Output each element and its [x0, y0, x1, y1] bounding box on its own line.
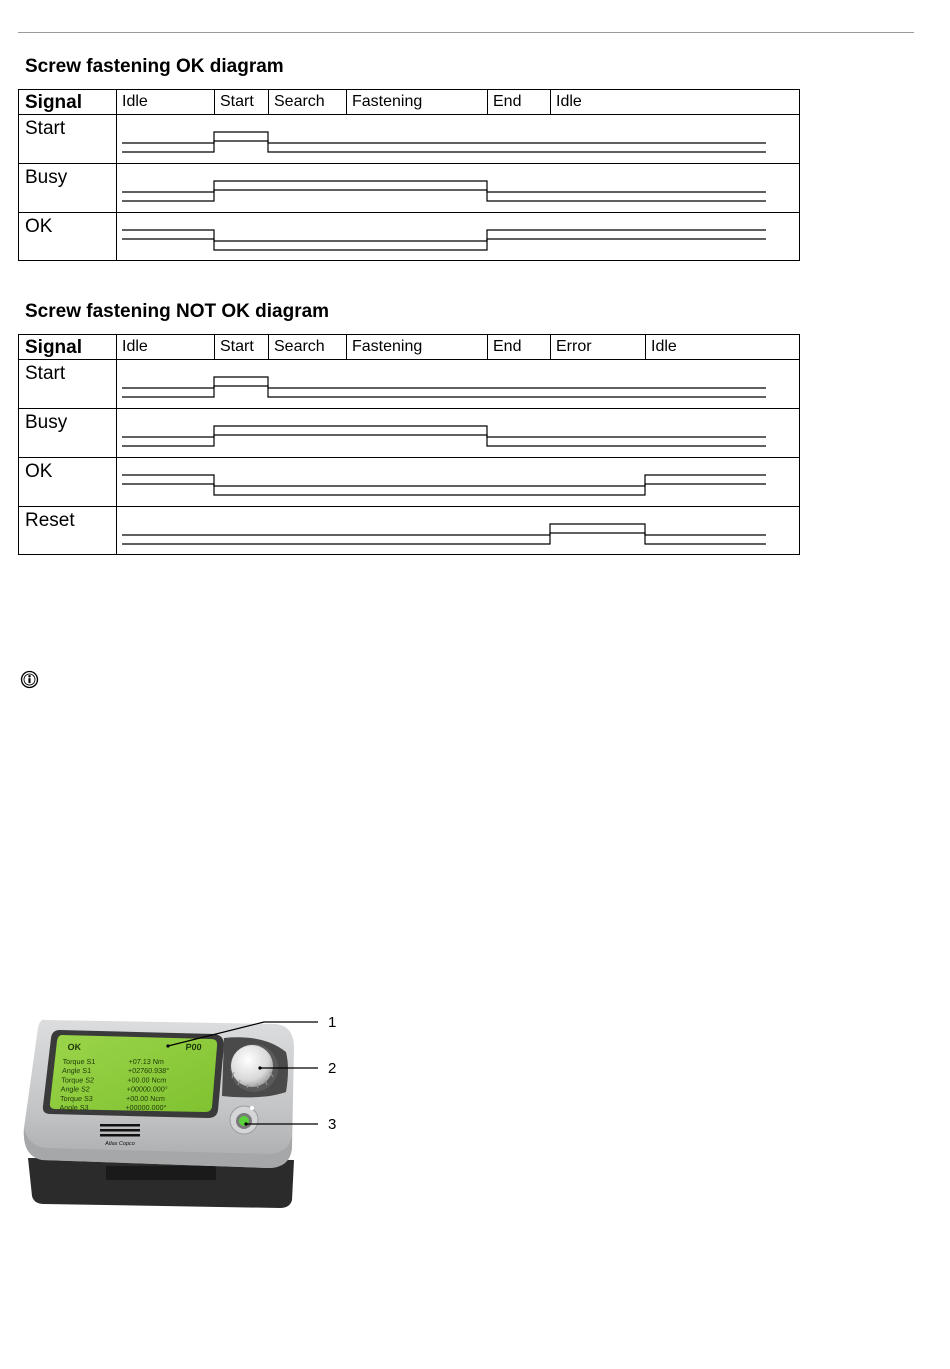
callout-number-3: 3	[328, 1116, 337, 1133]
timing-diagram-not-ok	[18, 334, 800, 555]
lcd-row-label: Torque S3	[59, 1093, 94, 1103]
phase-label-search: Search	[274, 93, 325, 110]
diagram-title-not-ok: Screw fastening NOT OK diagram	[25, 301, 330, 322]
callout-number-1: 1	[328, 1014, 337, 1031]
callout-dot-3	[244, 1122, 247, 1125]
lcd-row-value: +00000.000°	[125, 1103, 167, 1112]
rotary-knob[interactable]	[231, 1045, 273, 1087]
lcd-status: OK	[67, 1042, 82, 1052]
callout-dot-2	[258, 1066, 261, 1069]
phase-label-fastening: Fastening	[352, 93, 423, 110]
indicator-dot	[250, 1106, 254, 1110]
phase-label-fastening: Fastening	[352, 338, 423, 355]
lcd-row-value: +07.13 Nm	[128, 1057, 165, 1066]
phase-label-end: End	[493, 338, 522, 355]
phase-label-idle: Idle	[122, 93, 148, 110]
callout-dot-1	[166, 1044, 169, 1047]
signal-name-ok: OK	[25, 461, 53, 482]
lcd-row-label: Torque S1	[62, 1057, 96, 1066]
top-rule	[18, 32, 914, 33]
signal-header-label: Signal	[25, 92, 83, 113]
lcd-row-label: Angle S3	[59, 1103, 89, 1112]
signal-name-start: Start	[25, 363, 66, 384]
lcd-row-label: Angle S2	[60, 1084, 91, 1094]
lcd-code: P00	[185, 1042, 202, 1052]
lcd-row-value: +00000.000°	[126, 1084, 169, 1094]
signal-name-start: Start	[25, 118, 66, 139]
lcd-row-label: Torque S2	[61, 1075, 95, 1085]
phase-label-search: Search	[274, 338, 325, 355]
phase-label-idle: Idle	[651, 338, 677, 355]
callout-number-2: 2	[328, 1060, 337, 1077]
signal-name-busy: Busy	[25, 167, 68, 188]
phase-label-start: Start	[220, 93, 254, 110]
phase-label-error: Error	[556, 338, 592, 355]
device-slot	[106, 1166, 216, 1180]
info-icon	[20, 670, 39, 689]
waveform-reset	[122, 524, 766, 535]
timing-svg	[18, 334, 800, 555]
phase-label-start: Start	[220, 338, 254, 355]
timing-svg	[18, 89, 800, 261]
table-border	[19, 90, 800, 261]
lcd-row-label: Angle S1	[61, 1066, 92, 1076]
table-border	[19, 335, 800, 555]
phase-label-idle: Idle	[122, 338, 148, 355]
timing-diagram-ok	[18, 89, 800, 261]
phase-label-end: End	[493, 93, 522, 110]
signal-name-busy: Busy	[25, 412, 68, 433]
diagram-title-ok: Screw fastening OK diagram	[25, 56, 284, 77]
signal-header-label: Signal	[25, 337, 83, 358]
lcd-row-value: +02760.938°	[127, 1066, 170, 1076]
lcd-row-value: +00.00 Ncm	[125, 1093, 166, 1103]
phase-label-idle: Idle	[556, 93, 582, 110]
signal-name-reset: Reset	[25, 510, 75, 531]
lcd-row-value: +00.00 Ncm	[127, 1075, 167, 1085]
signal-name-ok: OK	[25, 216, 53, 237]
controller-device-figure	[18, 1008, 378, 1213]
brand-text: Atlas Copco	[105, 1141, 135, 1147]
